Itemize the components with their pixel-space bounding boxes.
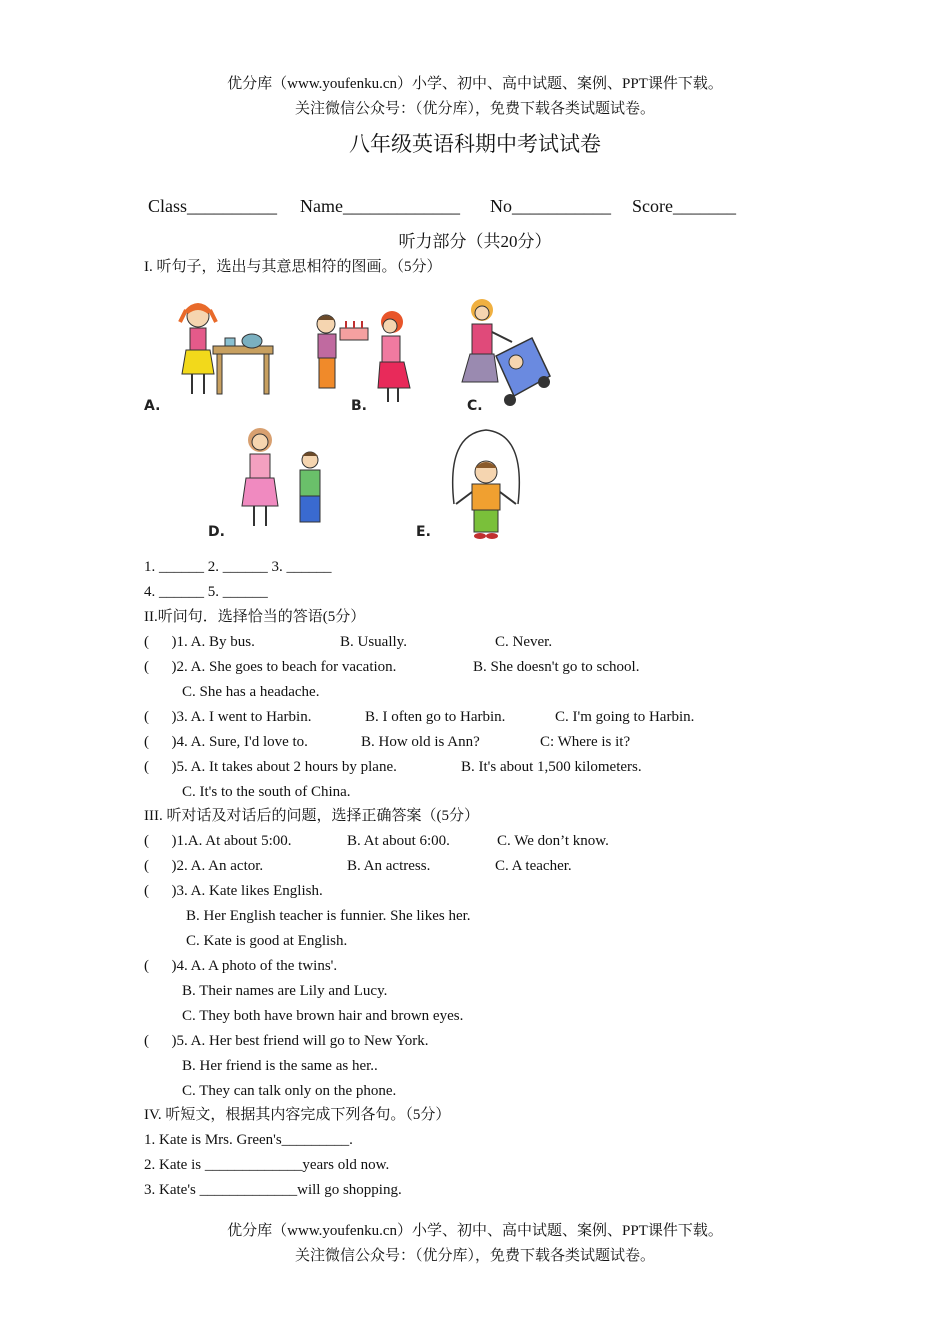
header-line-2: 关注微信公众号：（优分库），免费下载各类试题试卷。 bbox=[294, 101, 655, 117]
s3-q4-b: B. Their names are Lily and Lucy. bbox=[182, 983, 388, 999]
s3-q3-a: ( )3. A. Kate likes English. bbox=[144, 883, 323, 899]
s2-q5-a: ( )5. A. It takes about 2 hours by plane. bbox=[144, 759, 397, 775]
s4-item-2[interactable]: 2. Kate is _____________years old now. bbox=[144, 1157, 390, 1173]
s2-q3-b: B. I often go to Harbin. bbox=[365, 709, 506, 725]
s2-q3-c: C. I'm going to Harbin. bbox=[555, 709, 695, 725]
picture-label-a: A. bbox=[144, 398, 161, 414]
s3-q1-c: C. We don’t know. bbox=[497, 833, 609, 849]
section3-heading: III. 听对话及对话后的问题，选择正确答案（(5分） bbox=[144, 808, 479, 824]
footer-line-1: 优分库（www.youfenku.cn）小学、初中、高中试题、案例、PPT课件下载。 bbox=[227, 1223, 723, 1239]
s3-q4-a: ( )4. A. A photo of the twins'. bbox=[144, 958, 338, 974]
score-field[interactable]: Score_______ bbox=[632, 196, 736, 216]
s2-q2-c: C. She has a headache. bbox=[182, 684, 320, 700]
s2-q2-b: B. She doesn't go to school. bbox=[473, 659, 640, 675]
s3-q2-b: B. An actress. bbox=[347, 858, 431, 874]
section1-answers-1[interactable]: 1. ______ 2. ______ 3. ______ bbox=[144, 559, 332, 575]
picture-label-d: D. bbox=[208, 524, 225, 540]
s3-q2-a: ( )2. A. An actor. bbox=[144, 858, 264, 874]
s3-q3-b: B. Her English teacher is funnier. She likes her. bbox=[186, 908, 471, 924]
picture-d-girl-and-boy bbox=[232, 426, 332, 530]
s3-q3-c: C. Kate is good at English. bbox=[186, 933, 348, 949]
s2-q4-b: B. How old is Ann? bbox=[361, 734, 480, 750]
picture-a-girl-at-table bbox=[170, 296, 282, 406]
s2-q5-c: C. It's to the south of China. bbox=[182, 784, 351, 800]
s3-q2-c: C. A teacher. bbox=[495, 858, 572, 874]
section4-heading: IV. 听短文，根据其内容完成下列各句。（5分） bbox=[144, 1107, 451, 1123]
picture-label-b: B. bbox=[351, 398, 367, 414]
section2-heading: II.听问句．选择恰当的答语(5分） bbox=[144, 609, 366, 625]
picture-label-c: C. bbox=[467, 398, 483, 414]
number-field[interactable]: No___________ bbox=[490, 196, 611, 216]
picture-label-e: E. bbox=[416, 524, 431, 540]
footer-line-2: 关注微信公众号：（优分库），免费下载各类试题试卷。 bbox=[294, 1248, 655, 1264]
s3-q5-a: ( )5. A. Her best friend will go to New York. bbox=[144, 1033, 429, 1049]
s4-item-1[interactable]: 1. Kate is Mrs. Green's_________. bbox=[144, 1132, 353, 1148]
s3-q5-c: C. They can talk only on the phone. bbox=[182, 1083, 397, 1099]
s3-q1-b: B. At about 6:00. bbox=[347, 833, 450, 849]
s2-q2-a: ( )2. A. She goes to beach for vacation. bbox=[144, 659, 397, 675]
picture-c-woman-with-stroller bbox=[452, 296, 552, 410]
header-line-1: 优分库（www.youfenku.cn）小学、初中、高中试题、案例、PPT课件下载。 bbox=[227, 76, 723, 92]
s3-q1-a: ( )1.A. At about 5:00. bbox=[144, 833, 292, 849]
section1-answers-2[interactable]: 4. ______ 5. ______ bbox=[144, 584, 268, 600]
s2-q1-b: B. Usually. bbox=[340, 634, 407, 650]
listening-title: 听力部分（共20分） bbox=[398, 232, 552, 251]
s2-q4-a: ( )4. A. Sure, I'd love to. bbox=[144, 734, 308, 750]
section1-heading: I. 听句子，选出与其意思相符的图画。（5分） bbox=[144, 259, 442, 275]
s4-item-3[interactable]: 3. Kate's _____________will go shopping. bbox=[144, 1182, 402, 1198]
s2-q3-a: ( )3. A. I went to Harbin. bbox=[144, 709, 312, 725]
picture-e-boy-skipping-rope bbox=[440, 424, 532, 548]
page-title: 八年级英语科期中考试试卷 bbox=[349, 132, 601, 156]
picture-b-boy-gives-cake bbox=[308, 306, 423, 406]
name-field[interactable]: Name_____________ bbox=[300, 196, 460, 216]
s2-q5-b: B. It's about 1,500 kilometers. bbox=[461, 759, 642, 775]
s3-q5-b: B. Her friend is the same as her.. bbox=[182, 1058, 378, 1074]
class-field[interactable]: Class__________ bbox=[148, 196, 278, 216]
s2-q1-a: ( )1. A. By bus. bbox=[144, 634, 255, 650]
s2-q4-c: C: Where is it? bbox=[540, 734, 631, 750]
s2-q1-c: C. Never. bbox=[495, 634, 553, 650]
s3-q4-c: C. They both have brown hair and brown eyes. bbox=[182, 1008, 464, 1024]
